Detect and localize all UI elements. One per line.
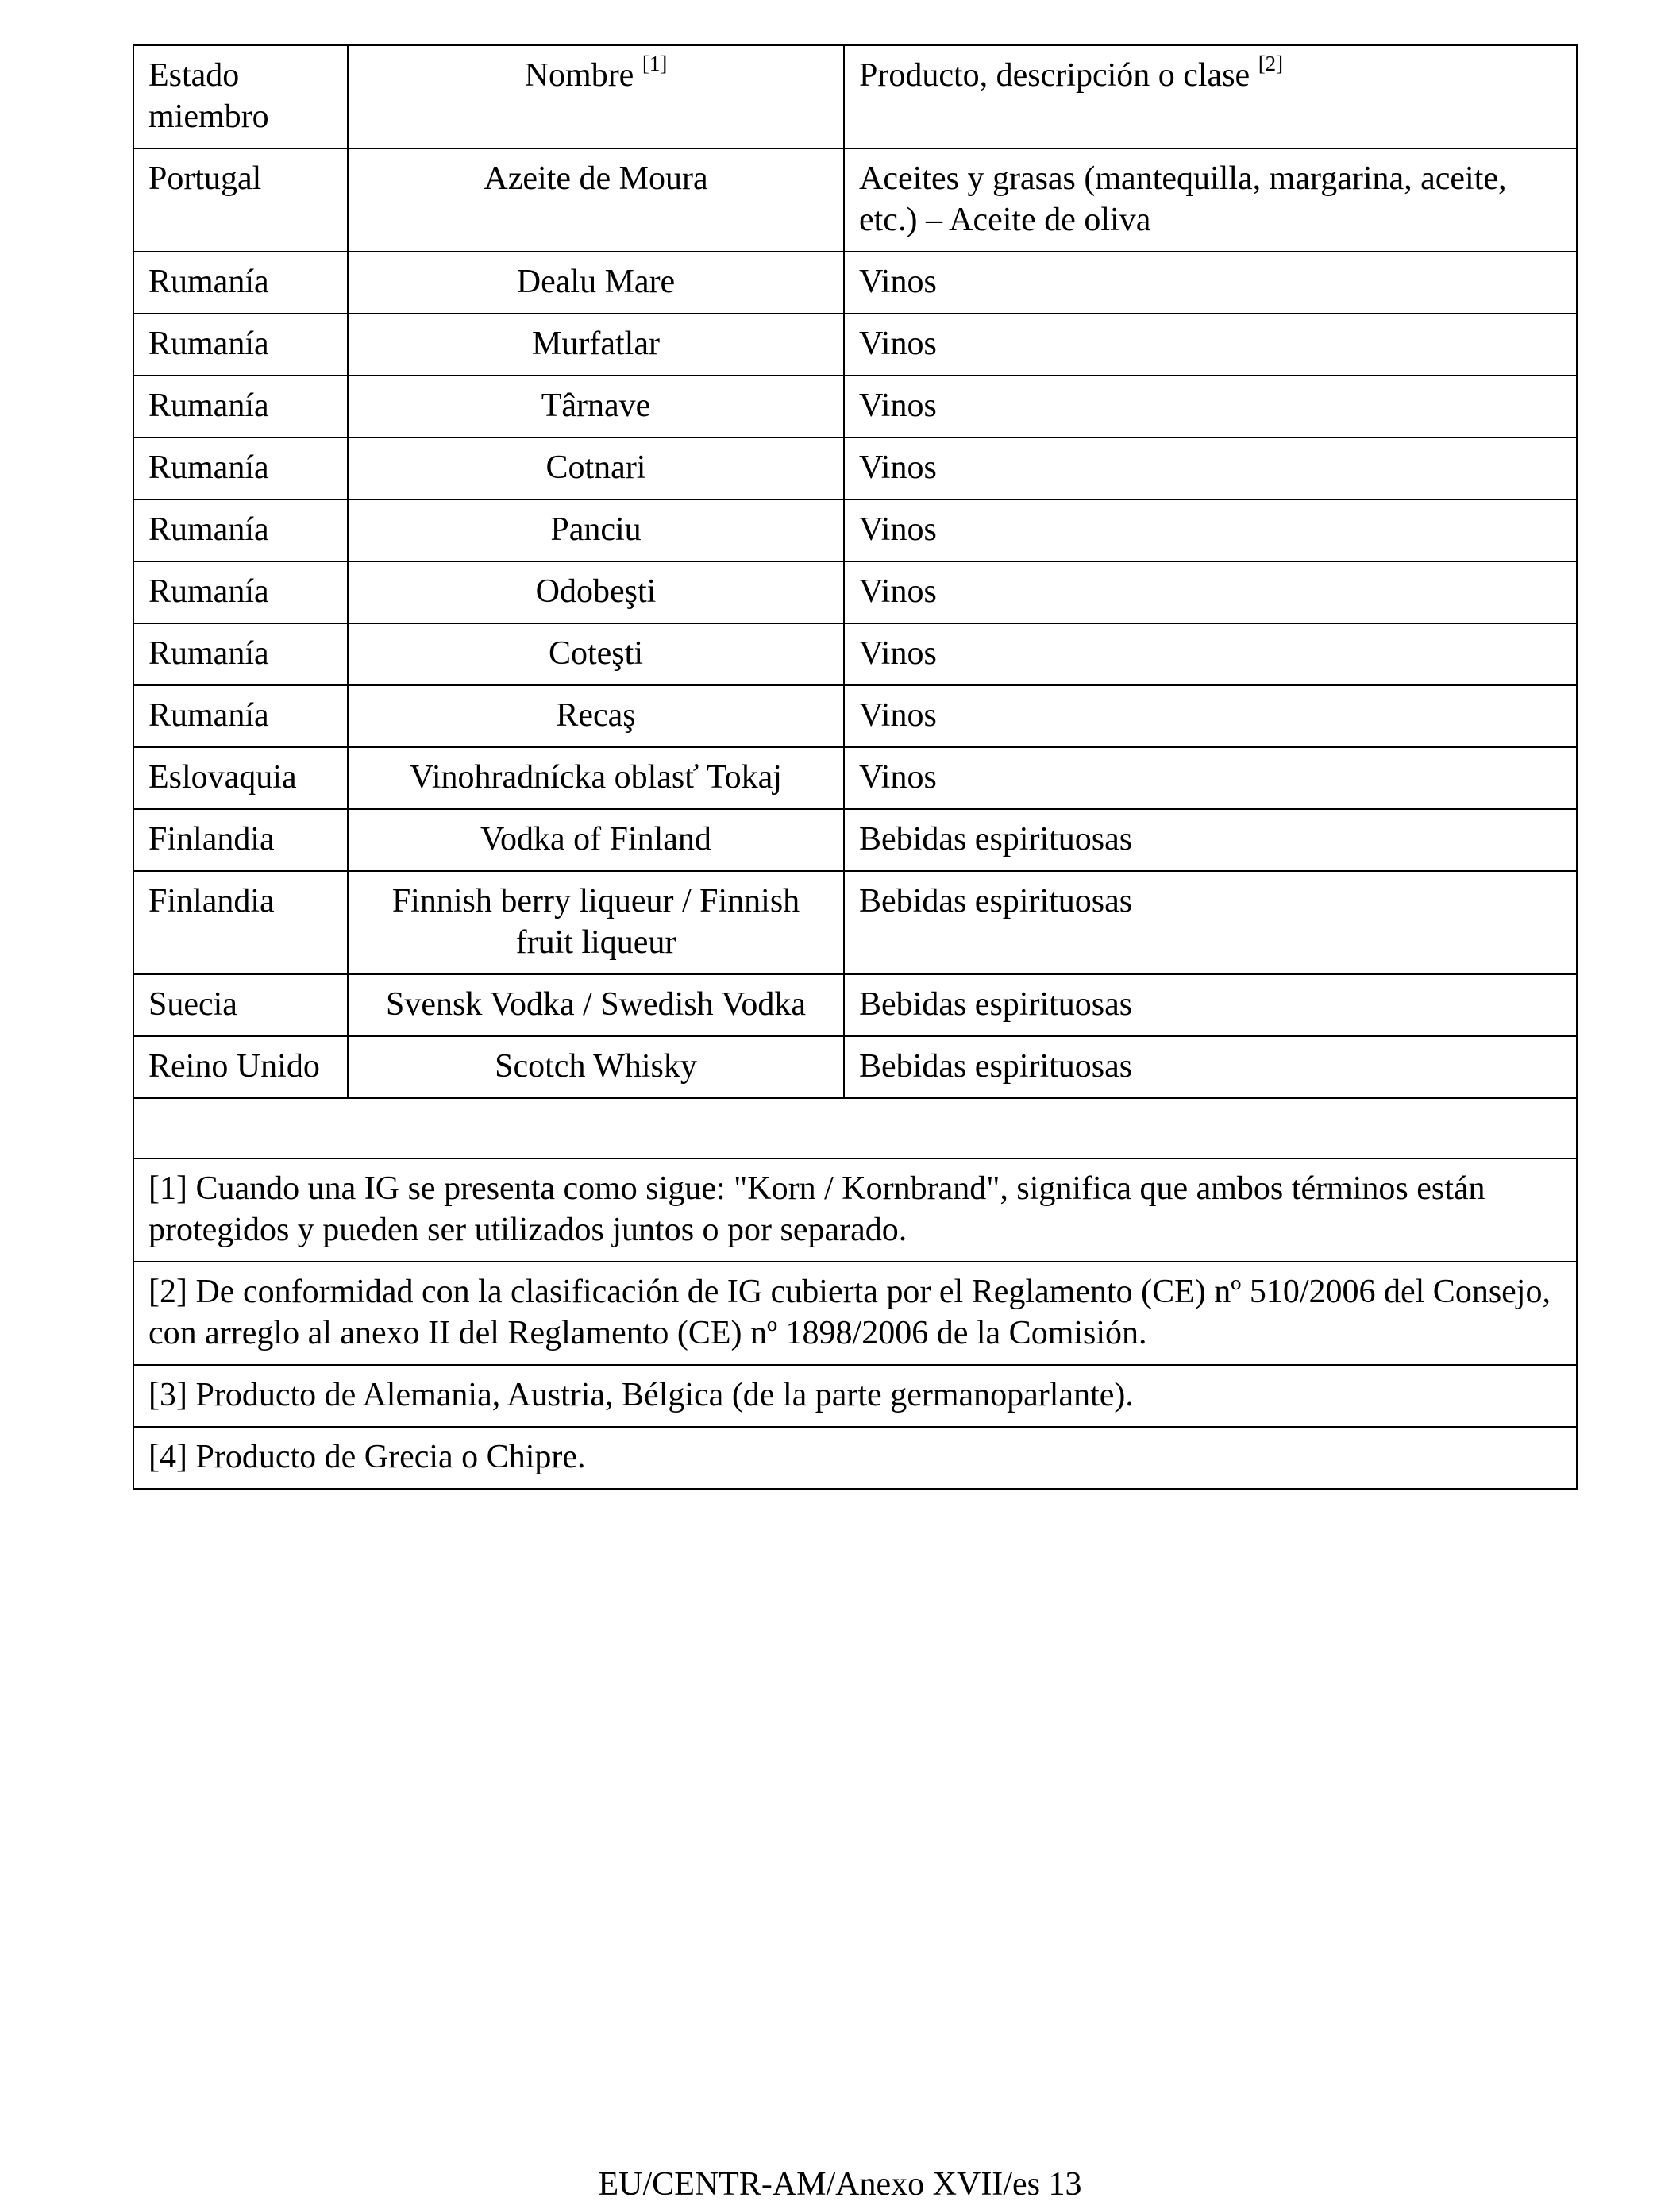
table-row bbox=[133, 974, 1577, 1036]
table-row bbox=[133, 561, 1577, 623]
cell-product: Bebidas espirituosas bbox=[844, 809, 1577, 871]
cell-product: Vinos bbox=[844, 314, 1577, 376]
footnote-row bbox=[133, 1427, 1577, 1489]
cell-state: Rumanía bbox=[133, 623, 348, 685]
cell-product: Vinos bbox=[844, 438, 1577, 499]
footnote-row bbox=[133, 1365, 1577, 1427]
footnote-row bbox=[133, 1262, 1577, 1365]
cell-name: Dealu Mare bbox=[348, 252, 844, 314]
cell-name: Vodka of Finland bbox=[348, 809, 844, 871]
table-row bbox=[133, 376, 1577, 438]
cell-state: Rumanía bbox=[133, 499, 348, 561]
table-row bbox=[133, 623, 1577, 685]
cell-state: Rumanía bbox=[133, 561, 348, 623]
header-member-state bbox=[133, 45, 348, 148]
header-member-state-label: Estado miembro bbox=[148, 57, 269, 135]
footnote-row bbox=[133, 1158, 1577, 1262]
header-name-footnote-ref: [1] bbox=[642, 52, 668, 75]
header-name bbox=[348, 45, 844, 148]
cell-product: Vinos bbox=[844, 747, 1577, 809]
cell-product: Vinos bbox=[844, 376, 1577, 438]
cell-product: Vinos bbox=[844, 252, 1577, 314]
cell-state: Rumanía bbox=[133, 252, 348, 314]
page-footer-reference: EU/CENTR-AM/Anexo XVII/es 13 bbox=[598, 2166, 1082, 2203]
empty-cell bbox=[133, 1098, 1577, 1158]
cell-name: Azeite de Moura bbox=[348, 148, 844, 252]
table-row bbox=[133, 314, 1577, 376]
cell-state: Eslovaquia bbox=[133, 747, 348, 809]
cell-product: Bebidas espirituosas bbox=[844, 974, 1577, 1036]
cell-name: Scotch Whisky bbox=[348, 1036, 844, 1098]
footnote-2: [2] De conformidad con la clasificación de IG cubierta por el Reglamento (CE) nº 510/2006 del Consejo, con arreglo al anexo II del Reglamento (CE) nº 1898/2006 de la Comisión. bbox=[133, 1262, 1577, 1365]
cell-state: Suecia bbox=[133, 974, 348, 1036]
cell-name: Cotnari bbox=[348, 438, 844, 499]
gi-table bbox=[133, 44, 1578, 1490]
header-name-label: Nombre bbox=[524, 57, 634, 94]
cell-name: Odobeşti bbox=[348, 561, 844, 623]
table-row bbox=[133, 685, 1577, 747]
cell-name: Vinohradnícka oblasť Tokaj bbox=[348, 747, 844, 809]
cell-product: Aceites y grasas (mantequilla, margarina, aceite, etc.) – Aceite de oliva bbox=[844, 148, 1577, 252]
cell-product: Vinos bbox=[844, 499, 1577, 561]
cell-state: Rumanía bbox=[133, 685, 348, 747]
cell-product: Vinos bbox=[844, 685, 1577, 747]
cell-product: Vinos bbox=[844, 623, 1577, 685]
table-row bbox=[133, 871, 1577, 974]
header-product-footnote-ref: [2] bbox=[1258, 52, 1284, 75]
table-row bbox=[133, 252, 1577, 314]
table-row bbox=[133, 438, 1577, 499]
cell-product: Bebidas espirituosas bbox=[844, 871, 1577, 974]
cell-product: Bebidas espirituosas bbox=[844, 1036, 1577, 1098]
table-row bbox=[133, 499, 1577, 561]
table-row bbox=[133, 747, 1577, 809]
cell-name: Murfatlar bbox=[348, 314, 844, 376]
cell-state: Portugal bbox=[133, 148, 348, 252]
empty-separator-row bbox=[133, 1098, 1577, 1158]
footnote-3: [3] Producto de Alemania, Austria, Bélgica (de la parte germanoparlante). bbox=[133, 1365, 1577, 1427]
cell-state: Rumanía bbox=[133, 314, 348, 376]
header-product-label: Producto, descripción o clase bbox=[859, 57, 1250, 94]
table-row bbox=[133, 809, 1577, 871]
cell-name: Finnish berry liqueur / Finnish fruit liqueur bbox=[348, 871, 844, 974]
table-header-row bbox=[133, 45, 1577, 148]
footnote-4: [4] Producto de Grecia o Chipre. bbox=[133, 1427, 1577, 1489]
cell-state: Rumanía bbox=[133, 438, 348, 499]
cell-name: Coteşti bbox=[348, 623, 844, 685]
footnote-1: [1] Cuando una IG se presenta como sigue: "Korn / Kornbrand", significa que ambos términos están protegidos y pueden ser utilizados juntos o por separado. bbox=[133, 1158, 1577, 1262]
cell-state: Rumanía bbox=[133, 376, 348, 438]
cell-name: Svensk Vodka / Swedish Vodka bbox=[348, 974, 844, 1036]
cell-state: Finlandia bbox=[133, 809, 348, 871]
cell-state: Finlandia bbox=[133, 871, 348, 974]
cell-state: Reino Unido bbox=[133, 1036, 348, 1098]
cell-product: Vinos bbox=[844, 561, 1577, 623]
table-row bbox=[133, 148, 1577, 252]
header-product bbox=[844, 45, 1577, 148]
cell-name: Recaş bbox=[348, 685, 844, 747]
table-row bbox=[133, 1036, 1577, 1098]
cell-name: Panciu bbox=[348, 499, 844, 561]
cell-name: Târnave bbox=[348, 376, 844, 438]
